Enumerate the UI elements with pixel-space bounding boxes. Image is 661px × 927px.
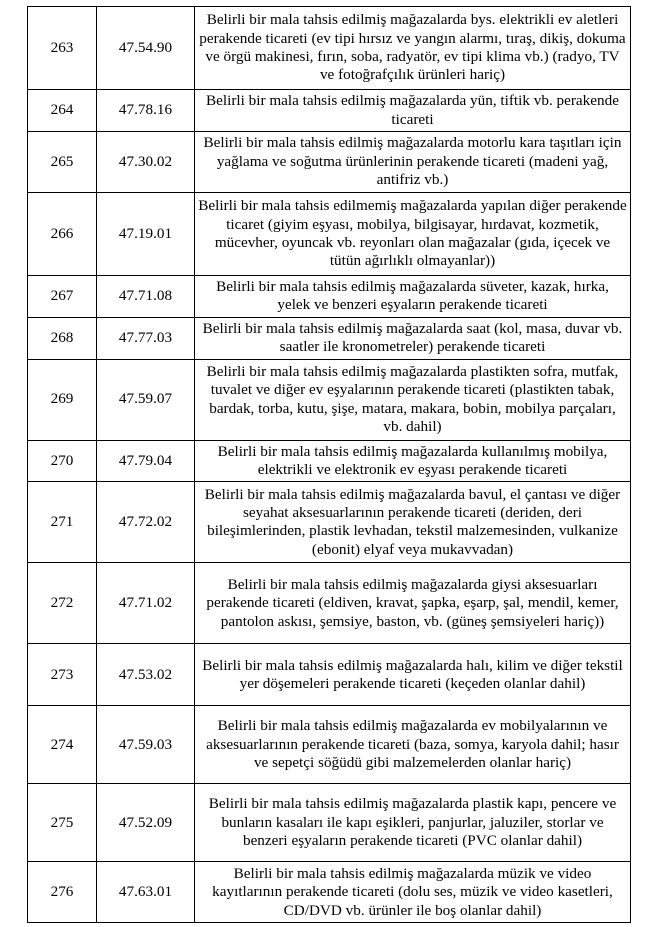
table-row <box>28 644 631 706</box>
row-number: 267 <box>28 276 97 318</box>
activity-code: 47.59.07 <box>97 359 195 440</box>
row-number: 272 <box>28 563 97 644</box>
activity-code: 47.54.90 <box>97 7 195 90</box>
row-number: 265 <box>28 132 97 193</box>
table-row <box>28 90 631 132</box>
activity-code: 47.59.03 <box>97 706 195 784</box>
table-row <box>28 193 631 276</box>
row-number: 269 <box>28 359 97 440</box>
activity-code: 47.71.08 <box>97 276 195 318</box>
table-row <box>28 317 631 359</box>
activity-code: 47.52.09 <box>97 784 195 862</box>
activity-description: Belirli bir mala tahsis edilmiş mağazalarda halı, kilim ve diğer tekstil yer döşemeleri perakende ticareti (keçeden olanlar dahil) <box>195 644 631 706</box>
activity-description: Belirli bir mala tahsis edilmiş mağazalarda motorlu kara taşıtları için yağlama ve soğutma ürünlerinin perakende ticareti (madeni yağ, antifriz vb.) <box>195 132 631 193</box>
activity-code: 47.72.02 <box>97 482 195 563</box>
activity-description: Belirli bir mala tahsis edilmiş mağazalarda müzik ve video kayıtlarının perakende ticareti (dolu ses, müzik ve video kasetleri, CD/DVD vb. ürünler ile boş olanlar dahil) <box>195 862 631 923</box>
activity-description: Belirli bir mala tahsis edilmiş mağazalarda saat (kol, masa, duvar vb. saatler ile kronometreler) perakende ticareti <box>195 317 631 359</box>
activity-code: 47.77.03 <box>97 317 195 359</box>
row-number: 266 <box>28 193 97 276</box>
row-number: 274 <box>28 706 97 784</box>
activity-code: 47.30.02 <box>97 132 195 193</box>
table-row <box>28 359 631 440</box>
row-number: 273 <box>28 644 97 706</box>
activity-code: 47.19.01 <box>97 193 195 276</box>
table-row <box>28 440 631 482</box>
table-row <box>28 276 631 318</box>
activity-code: 47.71.02 <box>97 563 195 644</box>
table-row <box>28 132 631 193</box>
activity-code: 47.53.02 <box>97 644 195 706</box>
activity-code-table-page <box>27 6 631 923</box>
row-number: 263 <box>28 7 97 90</box>
activity-description: Belirli bir mala tahsis edilmiş mağazalarda kullanılmış mobilya, elektrikli ve elektronik ev eşyası perakende ticareti <box>195 440 631 482</box>
activity-code: 47.63.01 <box>97 862 195 923</box>
activity-code-table <box>27 6 631 923</box>
table-row <box>28 862 631 923</box>
activity-code: 47.79.04 <box>97 440 195 482</box>
table-row <box>28 784 631 862</box>
activity-code: 47.78.16 <box>97 90 195 132</box>
row-number: 275 <box>28 784 97 862</box>
activity-description: Belirli bir mala tahsis edilmiş mağazalarda plastik kapı, pencere ve bunların kasaları ile kapı eşikleri, panjurlar, jaluziler, storlar ve benzeri eşyaların perakende ticareti (PVC olanlar dahil) <box>195 784 631 862</box>
activity-description: Belirli bir mala tahsis edilmiş mağazalarda bavul, el çantası ve diğer seyahat aksesuarlarının perakende ticareti (deriden, deri bileşimlerinden, plastik levhadan, tekstil malzemesinden, vulkanize (ebonit) elyaf veya mukavvadan) <box>195 482 631 563</box>
activity-description: Belirli bir mala tahsis edilmiş mağazalarda bys. elektrikli ev aletleri perakende ticareti (ev tipi hırsız ve yangın alarmı, tıraş, dikiş, dokuma ve örgü makinesi, fırın, soba, radyatör, ev tipi klima vb.) (radyo, TV ve fotoğrafçılık ürünleri hariç) <box>195 7 631 90</box>
activity-description: Belirli bir mala tahsis edilmemiş mağazalarda yapılan diğer perakende ticaret (giyim eşyası, mobilya, bilgisayar, hırdavat, kozmetik, mücevher, oyuncak vb. reyonları olan mağazalar (gıda, içecek ve tütün ağırlıklı olmayanlar)) <box>195 193 631 276</box>
row-number: 271 <box>28 482 97 563</box>
row-number: 268 <box>28 317 97 359</box>
activity-description: Belirli bir mala tahsis edilmiş mağazalarda yün, tiftik vb. perakende ticareti <box>195 90 631 132</box>
table-row <box>28 706 631 784</box>
table-row <box>28 482 631 563</box>
activity-description: Belirli bir mala tahsis edilmiş mağazalarda giysi aksesuarları perakende ticareti (eldiven, kravat, şapka, eşarp, şal, mendil, kemer, pantolon askısı, şemsiye, baston, vb. (güneş şemsiyeleri hariç)) <box>195 563 631 644</box>
table-row <box>28 563 631 644</box>
row-number: 270 <box>28 440 97 482</box>
row-number: 264 <box>28 90 97 132</box>
row-number: 276 <box>28 862 97 923</box>
activity-description: Belirli bir mala tahsis edilmiş mağazalarda süveter, kazak, hırka, yelek ve benzeri eşyaların perakende ticareti <box>195 276 631 318</box>
activity-description: Belirli bir mala tahsis edilmiş mağazalarda plastikten sofra, mutfak, tuvalet ve diğer ev eşyalarının perakende ticareti (plastikten tabak, bardak, torba, kutu, şişe, matara, makara, bobin, mobilya parçaları, vb. dahil) <box>195 359 631 440</box>
activity-description: Belirli bir mala tahsis edilmiş mağazalarda ev mobilyalarının ve aksesuarlarının perakende ticareti (baza, somya, karyola dahil; hasır ve sepetçi söğüdü gibi malzemelerden olanlar hariç) <box>195 706 631 784</box>
table-row <box>28 7 631 90</box>
